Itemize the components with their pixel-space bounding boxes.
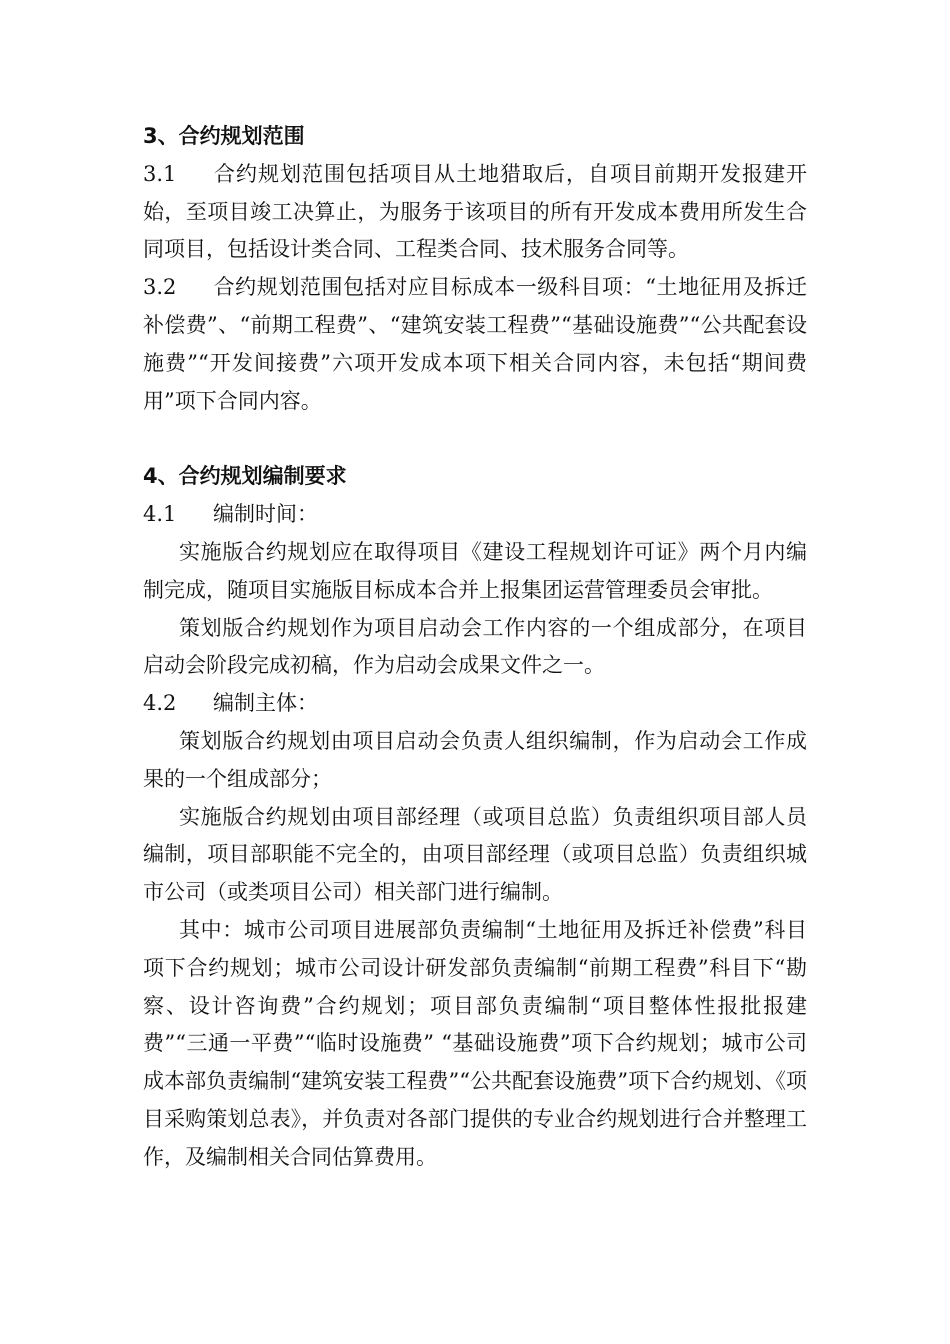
clause-label: 编制时间： <box>213 502 318 527</box>
paragraph: 策划版合约规划作为项目启动会工作内容的一个组成部分，在项目启动会阶段完成初稿，作为启动会成果文件之一。 <box>143 615 807 678</box>
clause-text: 合约规划范围包括项目从土地猎取后，自项目前期开发报建开始，至项目竣工决算止，为服务于该项目的所有开发成本费用所发生合同项目，包括设计类合同、工程类合同、技术服务合同等。 <box>143 161 807 262</box>
document-body <box>143 118 807 1177</box>
paragraph: 策划版合约规划由项目启动会负责人组织编制，作为启动会工作成果的一个组成部分； <box>143 728 807 791</box>
clause-3-2 <box>143 269 807 420</box>
clause-label: 编制主体： <box>213 691 318 716</box>
paragraph: 实施版合约规划应在取得项目《建设工程规划许可证》两个月内编制完成，随项目实施版目标成本合并上报集团运营管理委员会审批。 <box>143 539 807 602</box>
clause-number: 3.1 <box>143 161 177 186</box>
clause-4-2 <box>143 685 807 723</box>
clause-3-1 <box>143 156 807 269</box>
section-spacer <box>143 420 807 458</box>
clause-4-1 <box>143 496 807 534</box>
clause-number: 4.2 <box>143 691 177 716</box>
section-4-heading: 4、合约规划编制要求 <box>143 464 347 489</box>
clause-number: 4.1 <box>143 502 177 527</box>
clause-text: 合约规划范围包括对应目标成本一级科目项：“土地征用及拆迁补偿费”、“前期工程费”、“建筑安装工程费”“基础设施费”“公共配套设施费”“开发间接费”六项开发成本项下相关合同内容，未包括“期间费用”项下合同内容。 <box>143 275 807 413</box>
clause-number: 3.2 <box>143 275 177 300</box>
paragraph: 其中：城市公司项目进展部负责编制“土地征用及拆迁补偿费”科目项下合约规划；城市公司设计研发部负责编制“前期工程费”科目下“勘察、设计咨询费”合约规划；项目部负责编制“项目整体性报批报建费”“三通一平费”“临时设施费” “基础设施费”项下合约规划；城市公司成本部负责编制“建筑安装工程费”“公共配套设施费”项下合约规划、《项目采购策划总表》，并负责对各部门提供的专业合约规划进行合并整理工作，及编制相关合同估算费用。 <box>143 917 807 1169</box>
section-3-heading: 3、合约规划范围 <box>143 124 305 148</box>
paragraph: 实施版合约规划由项目部经理（或项目总监）负责组织项目部人员编制，项目部职能不完全的，由项目部经理（或项目总监）负责组织城市公司（或类项目公司）相关部门进行编制。 <box>143 804 807 905</box>
